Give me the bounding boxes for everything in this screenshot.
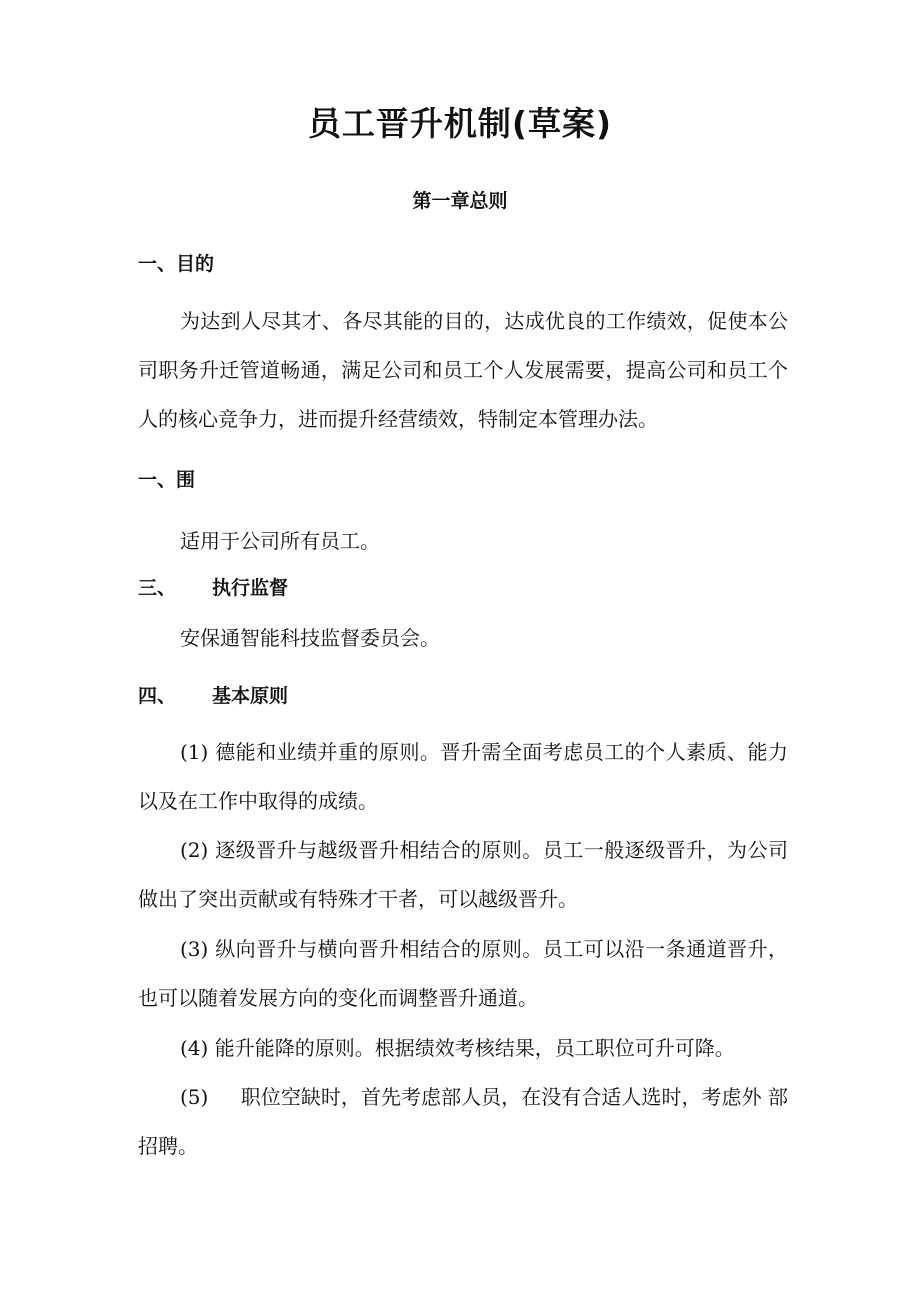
- principle-number: (5): [180, 1085, 209, 1109]
- principle-text: 逐级晋升与越级晋升相结合的原则。员工一般逐级晋升，为公司做出了突出贡献或有特殊才干者，可以越级晋升。: [138, 838, 789, 911]
- section-title: 基本原则: [212, 685, 289, 707]
- principle-number: (4): [180, 1036, 209, 1060]
- principle-item: [138, 826, 788, 924]
- principle-item: [138, 1073, 788, 1171]
- section-heading-supervision: [138, 573, 288, 600]
- section-body-supervision: 安保通智能科技监督委员会。: [180, 626, 440, 650]
- principle-text: 德能和业绩并重的原则。晋升需全面考虑员工的个人素质、能力以及在工作中取得的成绩。: [138, 740, 789, 813]
- chapter-heading: 第一章总则: [412, 190, 508, 212]
- section-heading-purpose: [138, 249, 214, 276]
- section-title: 围: [176, 469, 196, 491]
- document-title: 员工晋升机制(草案): [307, 104, 613, 143]
- section-heading-principles: [138, 681, 288, 708]
- section-heading-scope: [138, 465, 195, 492]
- principle-item: [138, 925, 788, 1023]
- principle-item: [138, 728, 788, 826]
- principle-text: 能升能降的原则。根据绩效考核结果，员工职位可升可降。: [214, 1036, 735, 1060]
- section-body-scope: 适用于公司所有员工。: [180, 529, 380, 553]
- section-body-purpose: 为达到人尽其才、各尽其能的目的，达成优良的工作绩效，促使本公司职务升迁管道畅通，满足公司和员工个人发展需要，提高公司和员工个人的核心竞争力，进而提升经营绩效，特制定本管理办法。: [138, 309, 788, 431]
- principle-item: [138, 1024, 788, 1073]
- section-title: 目的: [176, 253, 215, 275]
- principle-text: 纵向晋升与横向晋升相结合的原则。员工可以沿一条通道晋升，也可以随着发展方向的变化而调整晋升通道。: [138, 937, 789, 1010]
- principle-number: (1): [180, 740, 209, 764]
- principle-number: (2): [180, 838, 209, 862]
- principle-number: (3): [180, 937, 209, 961]
- principle-text: 职位空缺时，首先考虑部人员，在没有合适人选时，考虑外 部招聘。: [138, 1085, 789, 1158]
- section-number: 四、: [138, 685, 177, 707]
- section-number: 一、: [138, 469, 177, 491]
- section-title: 执行监督: [212, 577, 289, 599]
- section-number: 三、: [138, 577, 177, 599]
- section-number: 一、: [138, 253, 177, 275]
